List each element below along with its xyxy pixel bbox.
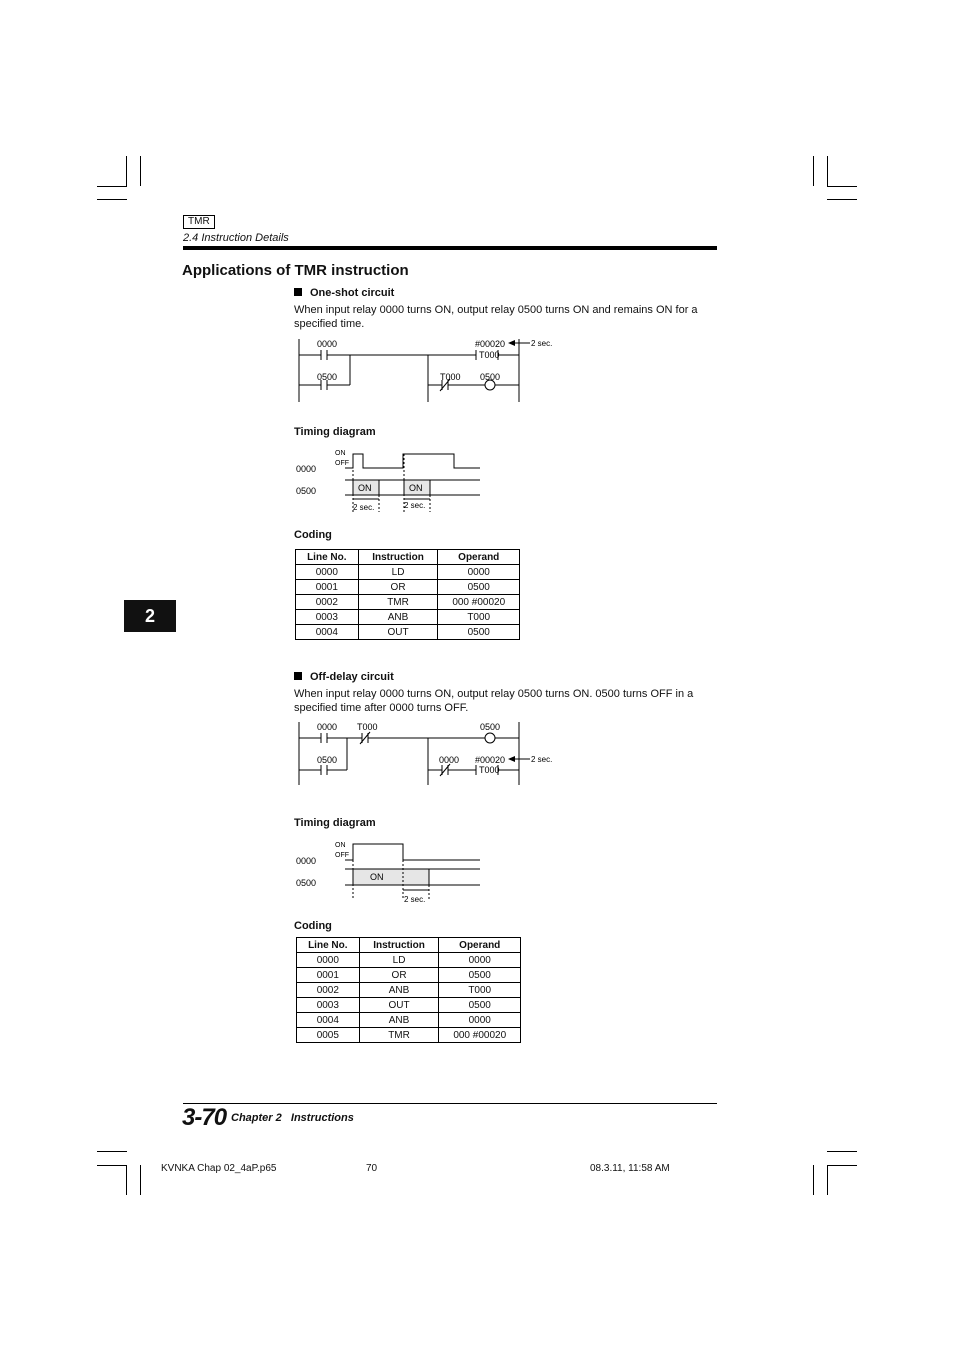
table-cell: 0004	[296, 625, 359, 640]
oneshot-tcontact-label: T000	[440, 372, 461, 382]
offdelay-coding-table	[296, 937, 521, 1043]
table-cell: 0000	[439, 1013, 521, 1028]
table-cell: 0000	[439, 953, 521, 968]
timing-on-box: ON	[370, 872, 384, 882]
timing-out-signal: 0500	[296, 486, 317, 496]
crop-mark	[97, 1151, 127, 1152]
header-section: 2.4 Instruction Details	[183, 232, 289, 244]
offdelay-nc-label: 0000	[439, 755, 460, 765]
table-cell: 0000	[296, 565, 359, 580]
crop-mark	[140, 1165, 141, 1195]
table-cell: 0001	[296, 580, 359, 595]
header-rule	[183, 246, 717, 250]
oneshot-self-label: 0500	[317, 372, 338, 382]
table-header-row	[296, 550, 520, 565]
table-row	[296, 580, 520, 595]
table-cell: LD	[358, 565, 438, 580]
table-cell: 0500	[439, 968, 521, 983]
off-level-label: OFF	[335, 460, 349, 467]
table-cell: T000	[439, 983, 521, 998]
oneshot-timer: T000	[479, 350, 500, 360]
on-level-label: ON	[335, 450, 346, 457]
timing-on-box: ON	[358, 483, 372, 493]
print-date: 08.3.11, 11:58 AM	[590, 1163, 670, 1174]
timing-duration: 2 sec.	[404, 895, 426, 904]
table-cell: 0000	[438, 565, 520, 580]
crop-mark	[140, 156, 141, 186]
table-row	[297, 968, 521, 983]
oneshot-description: When input relay 0000 turns ON, output relay 0500 turns ON and remains ON for a specified time.	[294, 304, 698, 330]
offdelay-in-label: 0000	[317, 722, 338, 732]
print-page: 70	[366, 1163, 378, 1174]
offdelay-heading-text: Off-delay circuit	[310, 671, 394, 683]
oneshot-heading-text: One-shot circuit	[310, 287, 395, 299]
table-row	[297, 983, 521, 998]
oneshot-coding-heading: Coding	[294, 529, 332, 541]
crop-mark	[827, 1151, 857, 1152]
table-cell: ANB	[359, 1013, 439, 1028]
crop-mark	[126, 1165, 127, 1195]
file-name: KVNKA Chap 02_4aP.p65	[161, 1163, 277, 1174]
table-header-row	[297, 938, 521, 953]
table-cell: 0500	[438, 580, 520, 595]
offdelay-coding-heading: Coding	[294, 920, 332, 932]
crop-mark	[97, 186, 127, 187]
chapter-label: Chapter 2 Instructions	[231, 1112, 354, 1124]
crop-mark	[827, 1165, 857, 1166]
table-row	[296, 625, 520, 640]
table-row	[296, 595, 520, 610]
on-level-label: ON	[335, 842, 346, 849]
offdelay-tcontact-label: T000	[357, 722, 378, 732]
crop-mark	[97, 1165, 127, 1166]
crop-mark	[813, 156, 814, 186]
crop-mark	[827, 199, 857, 200]
footer-rule	[183, 1103, 717, 1104]
bullet-square-icon	[294, 288, 302, 296]
offdelay-ladder-diagram	[290, 717, 560, 789]
crop-mark	[827, 156, 828, 186]
table-cell: LD	[359, 953, 439, 968]
oneshot-heading	[294, 287, 394, 299]
timing-duration: 2 sec.	[353, 503, 375, 512]
table-cell: 0002	[297, 983, 360, 998]
table-cell: 0500	[438, 625, 520, 640]
offdelay-note: 2 sec.	[531, 755, 553, 764]
table-cell: TMR	[358, 595, 438, 610]
table-cell: 000 #00020	[439, 1028, 521, 1043]
column-header: Operand	[439, 938, 521, 953]
table-row	[297, 1028, 521, 1043]
table-row	[296, 610, 520, 625]
oneshot-in-label: 0000	[317, 339, 338, 349]
off-level-label: OFF	[335, 852, 349, 859]
table-cell: 000 #00020	[438, 595, 520, 610]
timing-out-signal: 0500	[296, 878, 317, 888]
column-header: Operand	[438, 550, 520, 565]
table-cell: 0500	[439, 998, 521, 1013]
column-header: Line No.	[297, 938, 360, 953]
table-cell: OUT	[359, 998, 439, 1013]
table-cell: 0002	[296, 595, 359, 610]
table-cell: 0000	[297, 953, 360, 968]
oneshot-timing-diagram	[290, 446, 490, 516]
offdelay-timing-diagram	[290, 838, 490, 908]
table-cell: OR	[359, 968, 439, 983]
oneshot-setval: #00020	[475, 339, 506, 349]
table-cell: TMR	[359, 1028, 439, 1043]
crop-mark	[827, 186, 857, 187]
column-header: Instruction	[359, 938, 439, 953]
column-header: Instruction	[358, 550, 438, 565]
offdelay-timer: T000	[479, 765, 500, 775]
table-cell: OR	[358, 580, 438, 595]
header-tag: TMR	[183, 215, 215, 229]
timing-on-box: ON	[409, 483, 423, 493]
timing-in-signal: 0000	[296, 464, 317, 474]
table-row	[297, 998, 521, 1013]
table-cell: T000	[438, 610, 520, 625]
timing-in-signal: 0000	[296, 856, 317, 866]
oneshot-ladder-diagram	[290, 334, 560, 406]
table-cell: 0004	[297, 1013, 360, 1028]
table-cell: 0003	[297, 998, 360, 1013]
column-header: Line No.	[296, 550, 359, 565]
crop-mark	[126, 156, 127, 186]
table-row	[296, 565, 520, 580]
chapter-tab: 2	[124, 600, 176, 632]
table-cell: 0003	[296, 610, 359, 625]
offdelay-self-label: 0500	[317, 755, 338, 765]
offdelay-out-label: 0500	[480, 722, 501, 732]
crop-mark	[827, 1165, 828, 1195]
offdelay-heading	[294, 671, 394, 683]
bullet-square-icon	[294, 672, 302, 680]
table-cell: 0005	[297, 1028, 360, 1043]
offdelay-setval: #00020	[475, 755, 506, 765]
offdelay-description: When input relay 0000 turns ON, output relay 0500 turns ON. 0500 turns OFF in a specified time after 0000 turns OFF.	[294, 688, 694, 714]
oneshot-timing-heading: Timing diagram	[294, 426, 376, 438]
page-title: Applications of TMR instruction	[182, 262, 409, 279]
oneshot-note: 2 sec.	[531, 339, 553, 348]
table-row	[297, 953, 521, 968]
oneshot-out-label: 0500	[480, 372, 501, 382]
timing-duration: 2 sec.	[404, 501, 426, 510]
crop-mark	[97, 199, 127, 200]
table-cell: 0001	[297, 968, 360, 983]
offdelay-timing-heading: Timing diagram	[294, 817, 376, 829]
oneshot-coding-table	[295, 549, 520, 640]
table-row	[297, 1013, 521, 1028]
crop-mark	[813, 1165, 814, 1195]
page-number: 3-70	[182, 1104, 227, 1131]
table-cell: ANB	[359, 983, 439, 998]
table-cell: OUT	[358, 625, 438, 640]
table-cell: ANB	[358, 610, 438, 625]
